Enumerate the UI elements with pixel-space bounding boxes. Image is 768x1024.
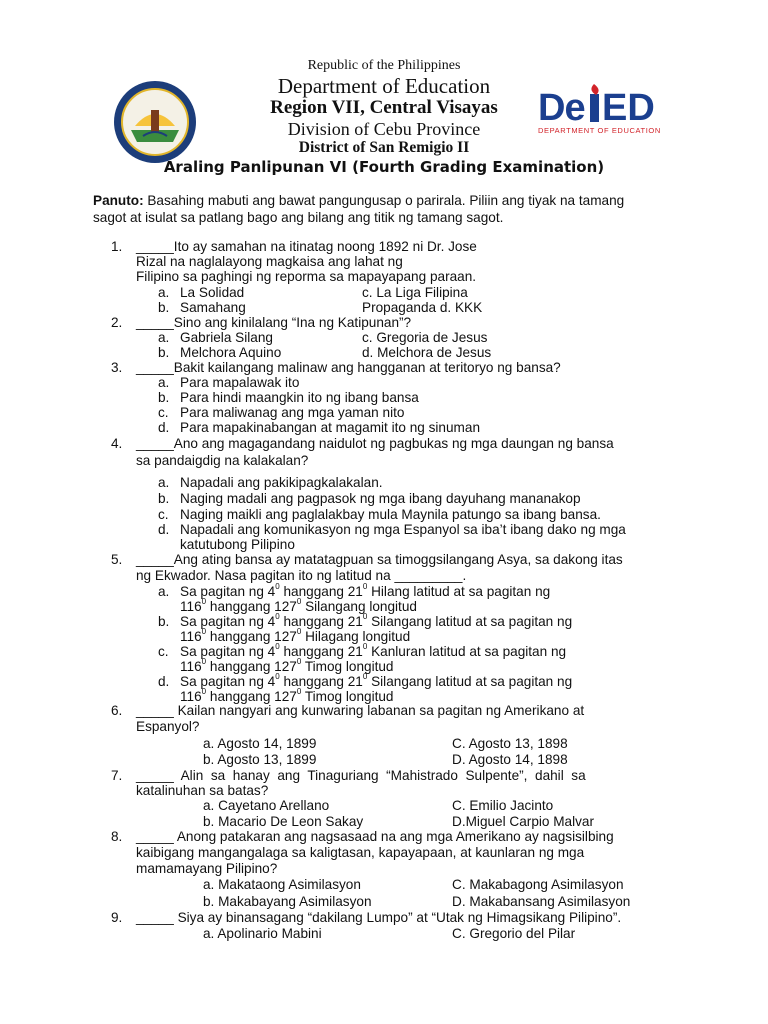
option-b [180, 614, 572, 629]
option-c [180, 644, 566, 659]
option-c: c. La Liga Filipina [362, 285, 468, 300]
degree-mark: 0 [275, 582, 280, 592]
option-text: Hilang latitud at sa pagitan ng [367, 584, 551, 599]
degree-mark: 0 [362, 582, 368, 592]
option-letter: a. [158, 584, 170, 599]
option-b: Naging madali ang pagpasok ng mga ibang dayuhang mananakop [180, 491, 581, 506]
header-division: Division of Cebu Province [287, 119, 481, 139]
question-1 [0, 239, 768, 319]
option-d: D. Agosto 14, 1898 [452, 752, 568, 767]
option-text: Timog longitud [301, 689, 394, 704]
option-text: hanggang 21 [279, 614, 363, 629]
option-letter: b. [158, 390, 170, 405]
degree-mark: 0 [362, 612, 368, 622]
svg-text:De: De [538, 87, 585, 129]
option-a [180, 584, 550, 599]
degree-mark: 0 [296, 597, 302, 607]
degree-mark: 0 [201, 597, 207, 607]
option-text: Sa pagitan ng 4 [180, 584, 276, 599]
option-text: hanggang 127 [206, 599, 297, 614]
option-letter: d. [158, 420, 170, 435]
option-letter: c. [158, 507, 169, 522]
option-text: hanggang 21 [279, 644, 363, 659]
question-5 [0, 552, 768, 704]
degree-mark: 0 [362, 642, 368, 652]
option-b: b. Makabayang Asimilasyon [203, 894, 372, 909]
degree-mark: 0 [275, 612, 280, 622]
question-8 [0, 829, 768, 909]
option-b: Samahang [180, 300, 246, 315]
question-text: _____Ito ay samahan na itinatag noong 1892 ni Dr. Jose [136, 239, 477, 254]
question-number: 8. [111, 829, 123, 844]
question-text: Espanyol? [136, 719, 200, 734]
option-a: La Solidad [180, 285, 245, 300]
option-b: Melchora Aquino [180, 345, 282, 360]
option-c: Naging maikli ang paglalakbay mula Maynila patungo sa ibang bansa. [180, 507, 601, 522]
question-text: _____ Anong patakaran ang nagsasaad na ang mga Amerikano ay nagsisilbing [136, 829, 614, 844]
question-text: kaibigang mangangalaga sa kaligtasan, kapayapaan, at kaunlaran ng mga [136, 845, 585, 860]
header-department: Department of Education [277, 74, 491, 98]
question-text: _____ Siya ay binansagang “dakilang Lumpo” at “Utak ng Himagsikang Pilipino”. [136, 910, 622, 925]
option-d: D. Makabansang Asimilasyon [452, 894, 631, 909]
option-text: Sa pagitan ng 4 [180, 674, 276, 689]
question-number: 6. [111, 703, 123, 718]
option-text: hanggang 127 [206, 659, 297, 674]
degree-mark: 0 [362, 672, 368, 682]
option-text: 116 [180, 599, 202, 614]
option-letter: a. [158, 285, 170, 300]
question-text: _____ Kailan nangyari ang kunwaring labanan sa pagitan ng Amerikano at [136, 703, 585, 718]
option-b: Para hindi maangkin ito ng ibang bansa [180, 390, 419, 405]
option-letter: a. [158, 475, 170, 490]
svg-text:ED: ED [602, 87, 655, 129]
question-number: 1. [111, 239, 123, 254]
option-text: hanggang 21 [279, 674, 363, 689]
question-text: _____Bakit kailangang malinaw ang hangganan at teritoryo ng bansa? [136, 360, 561, 375]
option-text: hanggang 21 [279, 584, 363, 599]
question-text: mamamayang Pilipino? [136, 861, 278, 876]
option-text: Silangang latitud at sa pagitan ng [367, 674, 573, 689]
option-text: 116 [180, 629, 202, 644]
option-d: D.Miguel Carpio Malvar [452, 814, 595, 829]
option-text: 116 [180, 689, 202, 704]
question-text: _____Sino ang kinilalang “Ina ng Katipunan”? [136, 315, 412, 330]
option-c: C. Gregorio del Pilar [452, 926, 576, 941]
svg-text:DEPARTMENT OF EDUCATION: DEPARTMENT OF EDUCATION [538, 126, 661, 135]
option-a-continued [180, 599, 417, 614]
option-d: Propaganda d. KKK [362, 300, 483, 315]
option-a: Gabriela Silang [180, 330, 273, 345]
instructions-text: Basahing mabuti ang bawat pangungusap o parirala. Piliin ang tiyak na tamang sagot at isulat sa patlang bago ang bilang ang titik ng tamang sagot. [93, 193, 625, 225]
question-3 [0, 360, 768, 436]
option-a: a. Agosto 14, 1899 [203, 736, 317, 751]
option-text: Sa pagitan ng 4 [180, 614, 276, 629]
degree-mark: 0 [201, 657, 207, 667]
option-letter: c. [158, 644, 169, 659]
option-b: b. Agosto 13, 1899 [203, 752, 317, 767]
question-2 [0, 315, 768, 361]
option-d: Para mapakinabangan at magamit ito ng sinuman [180, 420, 480, 435]
header-district: District of San Remigio II [298, 139, 470, 156]
option-a: a. Cayetano Arellano [203, 798, 330, 813]
question-number: 7. [111, 768, 123, 783]
option-text: hanggang 127 [206, 629, 297, 644]
option-b: b. Macario De Leon Sakay [203, 814, 364, 829]
degree-mark: 0 [296, 627, 302, 637]
question-7 [0, 768, 768, 830]
option-a: Napadali ang pakikipagkalakalan. [180, 475, 383, 490]
degree-mark: 0 [296, 657, 302, 667]
option-text: 116 [180, 659, 202, 674]
instructions-label: Panuto: [93, 193, 144, 208]
instructions [93, 192, 653, 226]
question-number: 9. [111, 910, 123, 925]
option-c: Para maliwanag ang mga yaman nito [180, 405, 405, 420]
option-text: Silangang longitud [301, 599, 417, 614]
option-text: Hilagang longitud [301, 629, 411, 644]
degree-mark: 0 [201, 627, 207, 637]
option-d-continued: katutubong Pilipino [180, 537, 295, 552]
option-b-continued [180, 629, 410, 644]
deped-logo [536, 82, 686, 138]
option-text: Timog longitud [301, 659, 394, 674]
degree-mark: 0 [201, 687, 207, 697]
header-republic: Republic of the Philippines [307, 58, 461, 73]
option-c: C. Agosto 13, 1898 [452, 736, 568, 751]
option-c-continued [180, 659, 394, 674]
question-6 [0, 703, 768, 767]
option-d-continued [180, 689, 394, 704]
degree-mark: 0 [275, 642, 280, 652]
option-text: hanggang 127 [206, 689, 297, 704]
option-d [180, 674, 572, 689]
question-number: 3. [111, 360, 123, 375]
option-letter: b. [158, 491, 170, 506]
option-c: C. Makabagong Asimilasyon [452, 877, 624, 892]
option-text: Kanluran latitud at sa pagitan ng [367, 644, 567, 659]
degree-mark: 0 [275, 672, 280, 682]
question-number: 4. [111, 436, 123, 451]
question-text: _____Ano ang magagandang naidulot ng pagbukas ng mga daungan ng bansa [136, 436, 614, 451]
question-number: 2. [111, 315, 123, 330]
option-letter: a. [158, 330, 170, 345]
header-region: Region VII, Central Visayas [270, 97, 498, 118]
question-9 [0, 910, 768, 944]
question-text: Rizal na naglalayong magkaisa ang lahat ng [136, 254, 403, 269]
option-a: Para mapalawak ito [180, 375, 300, 390]
option-letter: d. [158, 674, 170, 689]
question-text: _____ Alin sa hanay ang Tinaguriang “Mahistrado Sulpente”, dahil sa [136, 768, 586, 783]
option-c: C. Emilio Jacinto [452, 798, 554, 813]
exam-title: Araling Panlipunan VI (Fourth Grading Examination) [163, 158, 605, 176]
degree-mark: 0 [296, 687, 302, 697]
option-letter: b. [158, 614, 170, 629]
option-a: a. Apolinario Mabini [203, 926, 322, 941]
question-text: Filipino sa paghingi ng reporma sa mapayapang paraan. [136, 269, 477, 284]
option-d: Napadali ang komunikasyon ng mga Espanyol sa iba’t ibang dako ng mga [180, 522, 626, 537]
option-letter: c. [158, 405, 169, 420]
question-text: ng Ekwador. Nasa pagitan ito ng latitud na _________. [136, 568, 467, 583]
option-d: d. Melchora de Jesus [362, 345, 492, 360]
option-c: c. Gregoria de Jesus [362, 330, 488, 345]
option-a: a. Makataong Asimilasyon [203, 877, 361, 892]
question-number: 5. [111, 552, 123, 567]
question-text: katalinuhan sa batas? [136, 783, 269, 798]
question-4 [0, 436, 768, 556]
option-letter: b. [158, 345, 170, 360]
option-letter: d. [158, 522, 170, 537]
option-text: Silangang latitud at sa pagitan ng [367, 614, 573, 629]
option-letter: a. [158, 375, 170, 390]
question-text: _____Ang ating bansa ay matatagpuan sa timoggsilangang Asya, sa dakong itas [136, 552, 623, 567]
option-text: Sa pagitan ng 4 [180, 644, 276, 659]
option-letter: b. [158, 300, 170, 315]
question-text: sa pandaigdig na kalakalan? [136, 453, 309, 468]
